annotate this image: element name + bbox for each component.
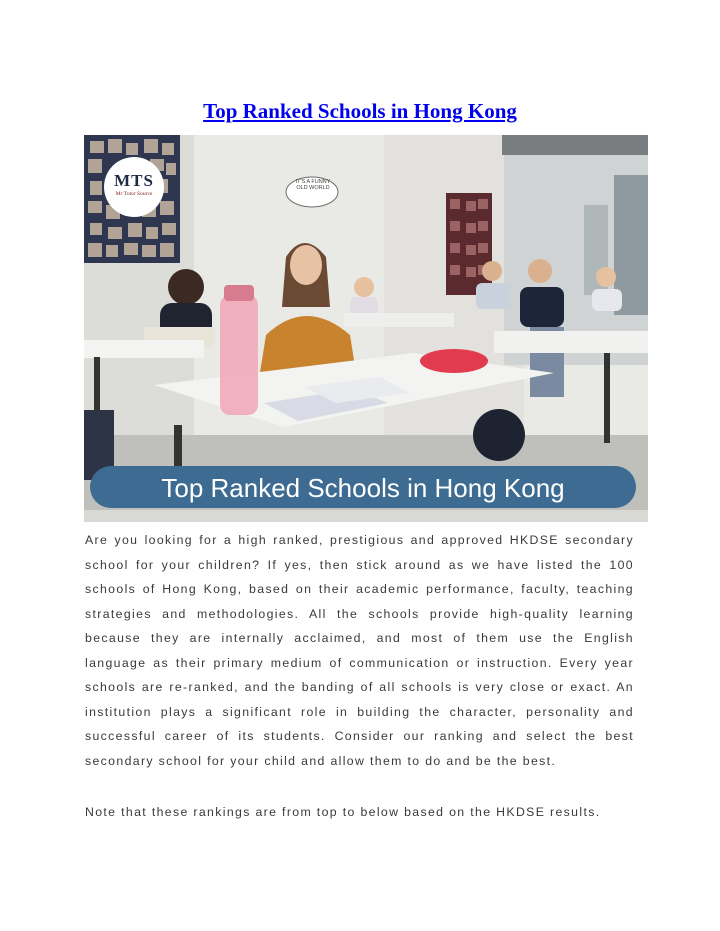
logo-badge xyxy=(104,157,164,217)
rankings-note: Note that these rankings are from top to below based on the HKDSE results. xyxy=(85,805,601,819)
banner-title: Top Ranked Schools in Hong Kong xyxy=(161,473,565,503)
pencil-case xyxy=(420,349,488,373)
hero-image xyxy=(84,135,648,522)
hero-banner xyxy=(90,466,636,508)
board-sign-text: IT'S A FUNNY OLD WORLD xyxy=(295,179,331,191)
classroom-illustration xyxy=(84,135,648,522)
logo-mark: MTS xyxy=(114,171,154,190)
water-bottle xyxy=(220,295,258,415)
logo-subtext: Mr Tutor Source xyxy=(115,191,153,197)
intro-paragraph: Are you looking for a high ranked, prestigious and approved HKDSE secondary school for your children? If yes, then stick around as we have listed the 100 schools of Hong Kong, based on their academic performance, faculty, teaching strategies and methodologies. All the schools provide high-quality learning because they are internally acclaimed, and most of them use the English language as their primary medium of communication or instruction. Every year schools are re-ranked, and the banding of all schools is very close or exact. An institution plays a significant role in building the character, personality and successful career of its students. Consider our ranking and select the best secondary school for your child and allow them to do and be the best. xyxy=(85,533,634,768)
page-title-link[interactable]: Top Ranked Schools in Hong Kong xyxy=(203,99,517,123)
